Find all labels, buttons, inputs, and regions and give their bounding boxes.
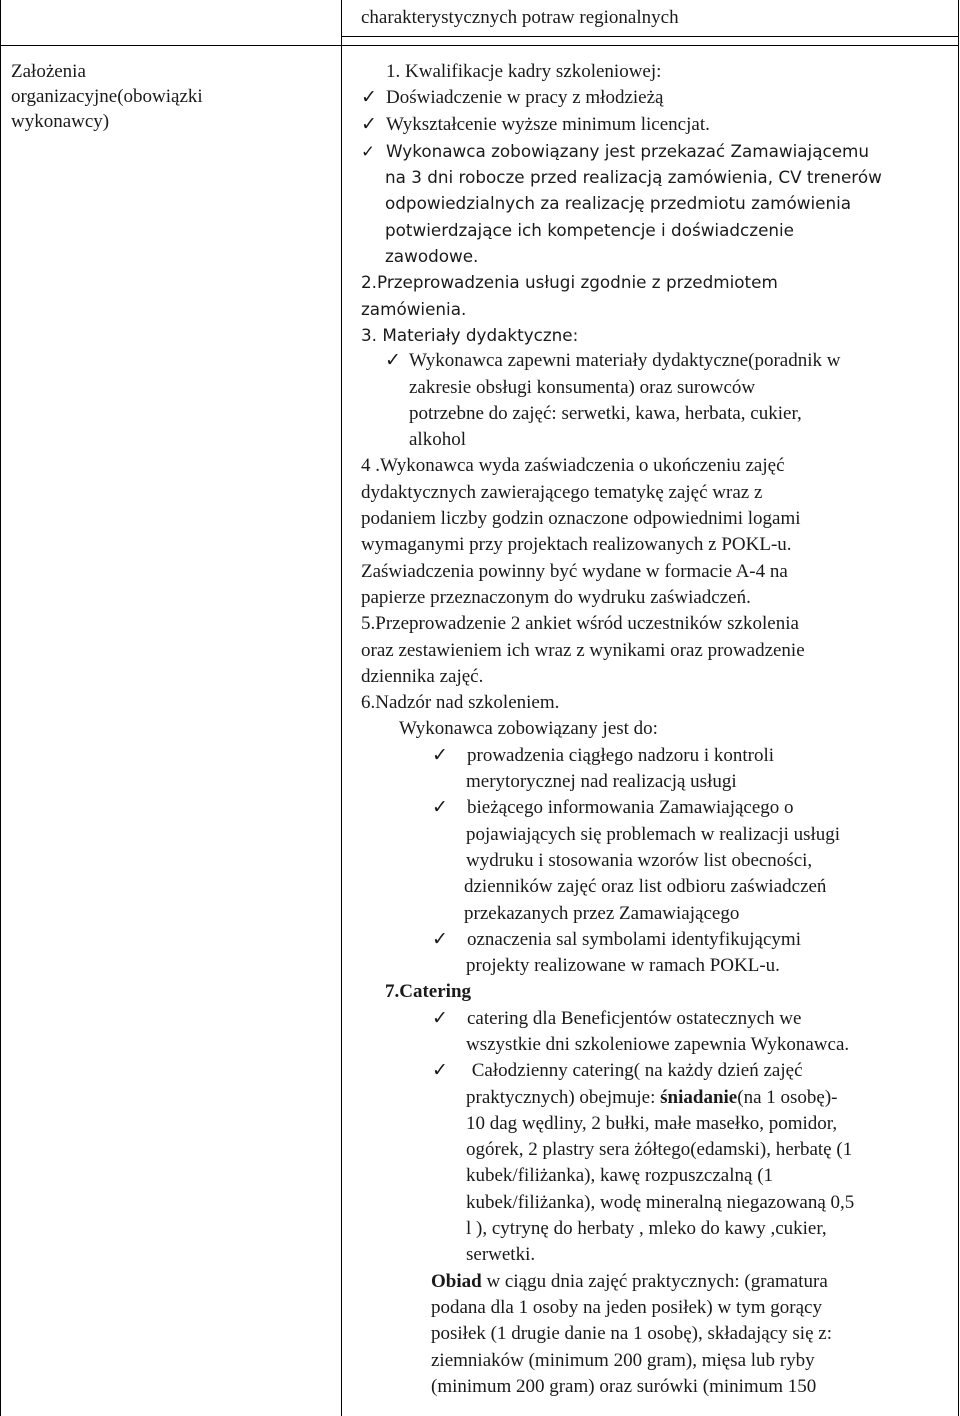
- text-line: dydaktycznych zawierającego tematykę zajęć wraz z: [361, 481, 763, 503]
- checkmark-icon: ✓: [361, 87, 377, 109]
- text-line: posiłek (1 drugie danie na 1 osobę), składający się z:: [431, 1323, 832, 1345]
- list-item: ✓ Wykonawca zapewni materiały dydaktyczne(poradnik w: [361, 348, 951, 374]
- text-line: potrzebne do zajęć: serwetki, kawa, herbata, cukier,: [409, 402, 802, 424]
- text-line: alkohol: [409, 429, 466, 451]
- text-line: oraz zestawieniem ich wraz z wynikami oraz prowadzenie: [361, 639, 805, 661]
- checkmark-icon: ✓: [361, 140, 376, 161]
- list-item: ✓ oznaczenia sal symbolami identyfikującymi: [361, 927, 951, 953]
- section-1-title: 1. Kwalifikacje kadry szkoleniowej:: [386, 61, 662, 82]
- list-item: ✓ bieżącego informowania Zamawiającego o: [361, 795, 951, 821]
- list-item: ✓ Wykonawca zobowiązany jest przekazać Zamawiającemu: [361, 138, 951, 164]
- table-border-right: [958, 0, 959, 1416]
- text-line: dzienników zajęć oraz list odbioru zaświadczeń: [464, 876, 827, 898]
- text-line: kubek/filiżanka), wodę mineralną niegazowaną 0,5: [466, 1191, 855, 1213]
- text-line: dziennika zajęć.: [361, 665, 484, 687]
- text-line: zamówienia.: [361, 298, 467, 319]
- text-line: podaniem liczby godzin oznaczone odpowiednimi logami: [361, 508, 801, 530]
- section-5-title: 5.Przeprowadzenie 2 ankiet wśród uczestników szkolenia: [361, 613, 799, 635]
- left-column-label: [11, 59, 331, 134]
- text-line: 10 dag wędliny, 2 bułki, małe masełko, pomidor,: [466, 1112, 838, 1134]
- text-line: ogórek, 2 plastry sera żółtego(edamski), herbatę (1: [466, 1139, 853, 1161]
- table-row-top: [0, 45, 959, 46]
- text-line: merytorycznej nad realizacją usługi: [466, 771, 737, 793]
- text-line: Obiad w ciągu dnia zajęć praktycznych: (gramatura: [431, 1270, 828, 1292]
- text-line: serwetki.: [466, 1244, 536, 1266]
- left-label-line: Założenia: [11, 61, 86, 82]
- text-line: (minimum 200 gram) oraz surówki (minimum 150: [431, 1375, 817, 1397]
- text-line: kubek/filiżanka), kawę rozpuszczalną (1: [466, 1165, 774, 1187]
- section-6-title: 6.Nadzór nad szkoleniem.: [361, 692, 560, 714]
- list-item: ✓ Doświadczenie w pracy z młodzieżą: [361, 85, 951, 111]
- table-border-middle: [341, 0, 342, 1416]
- checkmark-icon: ✓: [385, 350, 401, 372]
- left-label-line: organizacyjne(obowiązki: [11, 86, 203, 107]
- table-border-left: [0, 0, 1, 1416]
- section-2-title: 2.Przeprowadzenia usługi zgodnie z przedmiotem: [361, 272, 778, 293]
- text-line: potwierdzające ich kompetencje i doświadczenie: [385, 219, 795, 240]
- table-row-bottom: [341, 36, 959, 37]
- text-line: zakresie obsługi konsumenta) oraz surowców: [409, 376, 756, 398]
- text-line: wymaganymi przy projektach realizowanych z POKL-u.: [361, 534, 792, 556]
- text-line: Wykonawca zobowiązany jest do:: [399, 718, 658, 740]
- text-line: pojawiających się problemach w realizacji usługi: [466, 823, 841, 845]
- checkmark-icon: ✓: [432, 928, 448, 950]
- list-item: ✓ prowadzenia ciągłego nadzoru i kontroli: [361, 743, 951, 769]
- text-line: l ), cytrynę do herbaty , mleko do kawy ,cukier,: [466, 1218, 827, 1240]
- requirements-content: [361, 59, 951, 1400]
- text-line: ziemniaków (minimum 200 gram), mięsa lub ryby: [431, 1349, 815, 1371]
- checkmark-icon: ✓: [432, 797, 448, 819]
- section-4-title: 4 .Wykonawca wyda zaświadczenia o ukończeniu zajęć: [361, 455, 785, 477]
- text-line: projekty realizowane w ramach POKL-u.: [466, 955, 780, 977]
- top-row-text: charakterystycznych potraw regionalnych: [361, 7, 679, 28]
- text-line: papierze przeznaczonym do wydruku zaświadczeń.: [361, 586, 751, 608]
- text-line: na 3 dni robocze przed realizacją zamówienia, CV trenerów: [385, 167, 882, 188]
- checkmark-icon: ✓: [361, 113, 377, 135]
- checkmark-icon: ✓: [432, 1060, 448, 1082]
- checkmark-icon: ✓: [432, 1007, 448, 1029]
- text-line: podana dla 1 osoby na jeden posiłek) w tym gorący: [431, 1296, 822, 1318]
- text-line: Zaświadczenia powinny być wydane w formacie A-4 na: [361, 560, 788, 582]
- section-3-title: 3. Materiały dydaktyczne:: [361, 324, 579, 345]
- list-item: ✓ Wykształcenie wyższe minimum licencjat.: [361, 112, 951, 138]
- text-line: praktycznych) obejmuje: śniadanie(na 1 osobę)-: [466, 1086, 838, 1108]
- checkmark-icon: ✓: [432, 744, 448, 766]
- text-line: wydruku i stosowania wzorów list obecności,: [466, 849, 813, 871]
- left-label-line: wykonawcy): [11, 111, 110, 132]
- text-line: wszystkie dni szkoleniowe zapewnia Wykonawca.: [466, 1033, 850, 1055]
- list-item: ✓ catering dla Beneficjentów ostatecznych we: [361, 1006, 951, 1032]
- text-line: przekazanych przez Zamawiającego: [464, 902, 740, 924]
- list-item: ✓ Całodzienny catering( na każdy dzień zajęć: [361, 1058, 951, 1084]
- text-line: zawodowe.: [385, 246, 479, 267]
- section-7-title: 7.Catering: [385, 981, 472, 1003]
- text-line: odpowiedzialnych za realizację przedmiotu zamówienia: [385, 193, 852, 214]
